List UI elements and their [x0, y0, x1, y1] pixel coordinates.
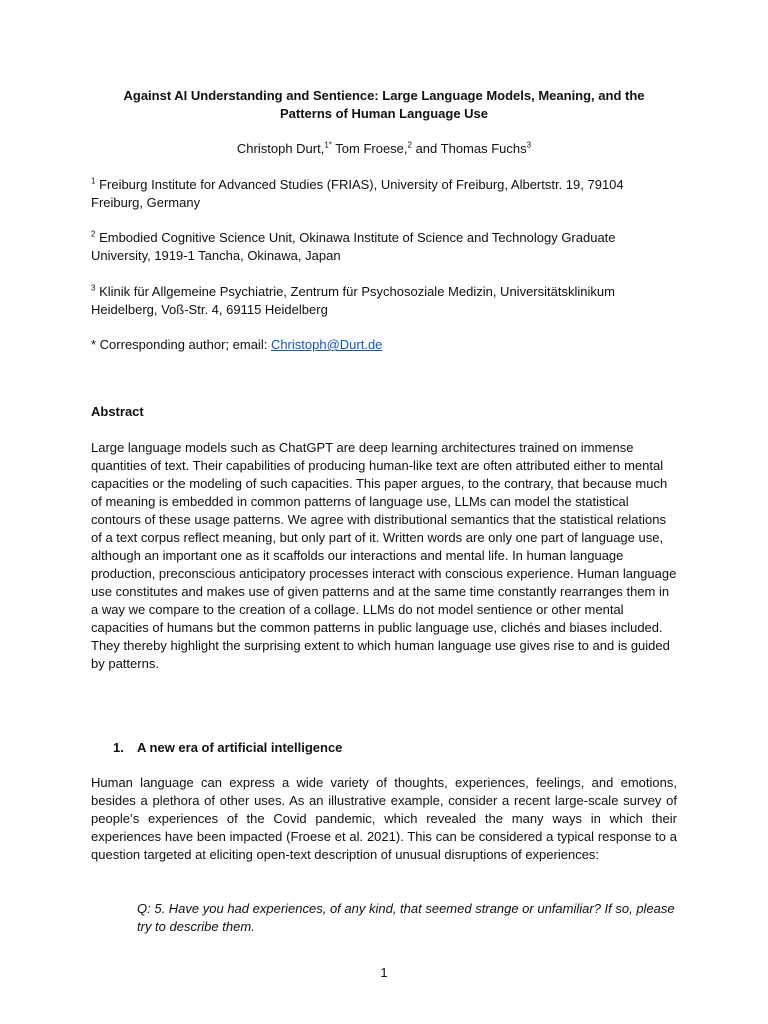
- author-durt-affiliation-mark: 1*: [324, 140, 332, 150]
- affiliation-2-text: Embodied Cognitive Science Unit, Okinawa Institute of Science and Technology Graduate University, 1919-1 Tancha, Okinawa, Japan: [91, 230, 616, 263]
- corresponding-author: [91, 336, 677, 354]
- corresponding-author-label: * Corresponding author; email:: [91, 337, 271, 352]
- section-1-number: 1.: [113, 740, 124, 755]
- affiliation-1-mark: 1: [91, 176, 96, 186]
- author-fuchs-affiliation-mark: 3: [526, 140, 532, 150]
- author-froese-affiliation-mark: 2: [407, 140, 412, 150]
- affiliation-2: [91, 229, 677, 265]
- affiliation-3: [91, 283, 677, 319]
- section-1-title: A new era of artificial intelligence: [137, 740, 343, 755]
- author-durt: Christoph Durt,: [236, 141, 325, 156]
- author-fuchs: and Thomas Fuchs: [411, 141, 527, 156]
- paper-title-line-1: Against AI Understanding and Sentience: Large Language Models, Meaning, and the: [123, 88, 645, 103]
- affiliation-2-mark: 2: [91, 229, 96, 239]
- paper-title: [91, 87, 677, 123]
- affiliation-3-text: Klinik für Allgemeine Psychiatrie, Zentrum für Psychosoziale Medizin, Universitätsklinikum Heidelberg, Voß-Str. 4, 69115 Heidelberg: [91, 284, 615, 317]
- affiliation-1: [91, 176, 677, 212]
- section-1-paragraph: Human language can express a wide variety of thoughts, experiences, feelings, and emotions, besides a plethora of other uses. As an illustrative example, consider a recent large-scale survey of people’s experiences of the Covid pandemic, which revealed the many ways in which their experiences have been impacted (Froese et al. 2021). This can be considered a typical response to a question targeted at eliciting open-text description of unusual disruptions of experiences:: [91, 775, 677, 862]
- abstract-heading: Abstract: [91, 404, 144, 419]
- author-froese: Tom Froese,: [331, 141, 408, 156]
- survey-question-quote: Q: 5. Have you had experiences, of any kind, that seemed strange or unfamiliar? If so, please try to describe them.: [137, 901, 675, 934]
- corresponding-email-link[interactable]: Christoph@Durt.de: [270, 337, 383, 352]
- abstract-text: Large language models such as ChatGPT are deep learning architectures trained on immense quantities of text. Their capabilities of producing human-like text are often attributed either to mental capacities or the modeling of such capacities. This paper argues, to the contrary, that because much of meaning is embedded in common patterns of language use, LLMs can model the statistical contours of these usage patterns. We agree with distributional semantics that the statistical relations of a text corpus reflect meaning, but only part of it. Written words are only one part of language use, although an important one as it scaffolds our interactions and mental life. In human language production, preconscious anticipatory processes interact with conscious experience. Human language use constitutes and makes use of given patterns and at the same time constantly rearranges them in a way we compare to the creation of a collage. LLMs do not model sentience or other mental capacities of humans but the common patterns in public language use, clichés and biases included. They thereby highlight the surprising extent to which human language use gives rise to and is guided by patterns.: [91, 440, 677, 671]
- affiliation-1-text: Freiburg Institute for Advanced Studies (FRIAS), University of Freiburg, Albertstr. 19, 79104 Freiburg, Germany: [91, 177, 624, 210]
- author-list: [91, 140, 677, 158]
- page-number: 1: [380, 965, 388, 980]
- paper-title-line-2: Patterns of Human Language Use: [279, 106, 489, 121]
- affiliation-3-mark: 3: [91, 283, 96, 293]
- section-1-heading: [113, 739, 342, 757]
